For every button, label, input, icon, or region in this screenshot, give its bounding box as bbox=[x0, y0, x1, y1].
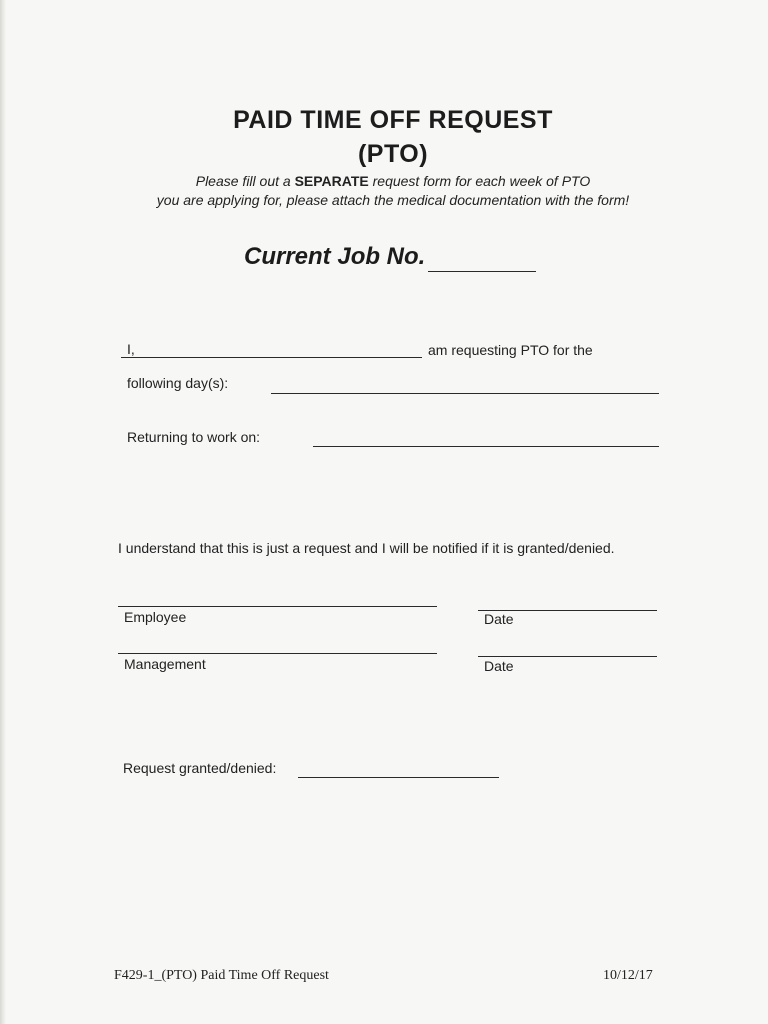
footer-revision-date: 10/12/17 bbox=[603, 968, 653, 983]
acknowledgement-text: I understand that this is just a request and I will be notified if it is granted/denied. bbox=[118, 540, 615, 556]
employee-name-field[interactable] bbox=[121, 357, 422, 358]
form-subtitle: (PTO) bbox=[357, 140, 429, 168]
returning-to-work-label: Returning to work on: bbox=[127, 429, 261, 445]
instruction-line-2: you are applying for, please attach the medical documentation with the form! bbox=[156, 192, 630, 208]
employee-date-label: Date bbox=[484, 611, 514, 627]
requesting-text: am requesting PTO for the bbox=[428, 342, 593, 358]
returning-to-work-field[interactable] bbox=[313, 446, 659, 447]
instruction-post: request form for each week of PTO bbox=[368, 173, 591, 189]
following-days-field[interactable] bbox=[271, 393, 659, 394]
instruction-pre: Please fill out a bbox=[195, 173, 295, 189]
employee-signature-field[interactable] bbox=[118, 606, 437, 607]
current-job-no-field[interactable] bbox=[428, 271, 536, 272]
instruction-line-1 bbox=[0, 173, 768, 189]
i-label: I, bbox=[127, 341, 135, 357]
management-date-field[interactable] bbox=[478, 656, 657, 657]
instruction-emphasis: SEPARATE bbox=[294, 173, 369, 189]
management-signature-field[interactable] bbox=[118, 653, 437, 654]
management-date-label: Date bbox=[484, 658, 514, 674]
request-granted-denied-field[interactable] bbox=[298, 777, 499, 778]
form-title: PAID TIME OFF REQUEST bbox=[233, 106, 553, 134]
current-job-no-label: Current Job No. bbox=[244, 243, 426, 270]
following-days-label: following day(s): bbox=[127, 375, 229, 391]
footer-form-id: F429-1_(PTO) Paid Time Off Request bbox=[114, 968, 329, 983]
employee-label: Employee bbox=[124, 609, 187, 625]
management-label: Management bbox=[124, 656, 206, 672]
request-granted-denied-label: Request granted/denied: bbox=[123, 760, 277, 776]
